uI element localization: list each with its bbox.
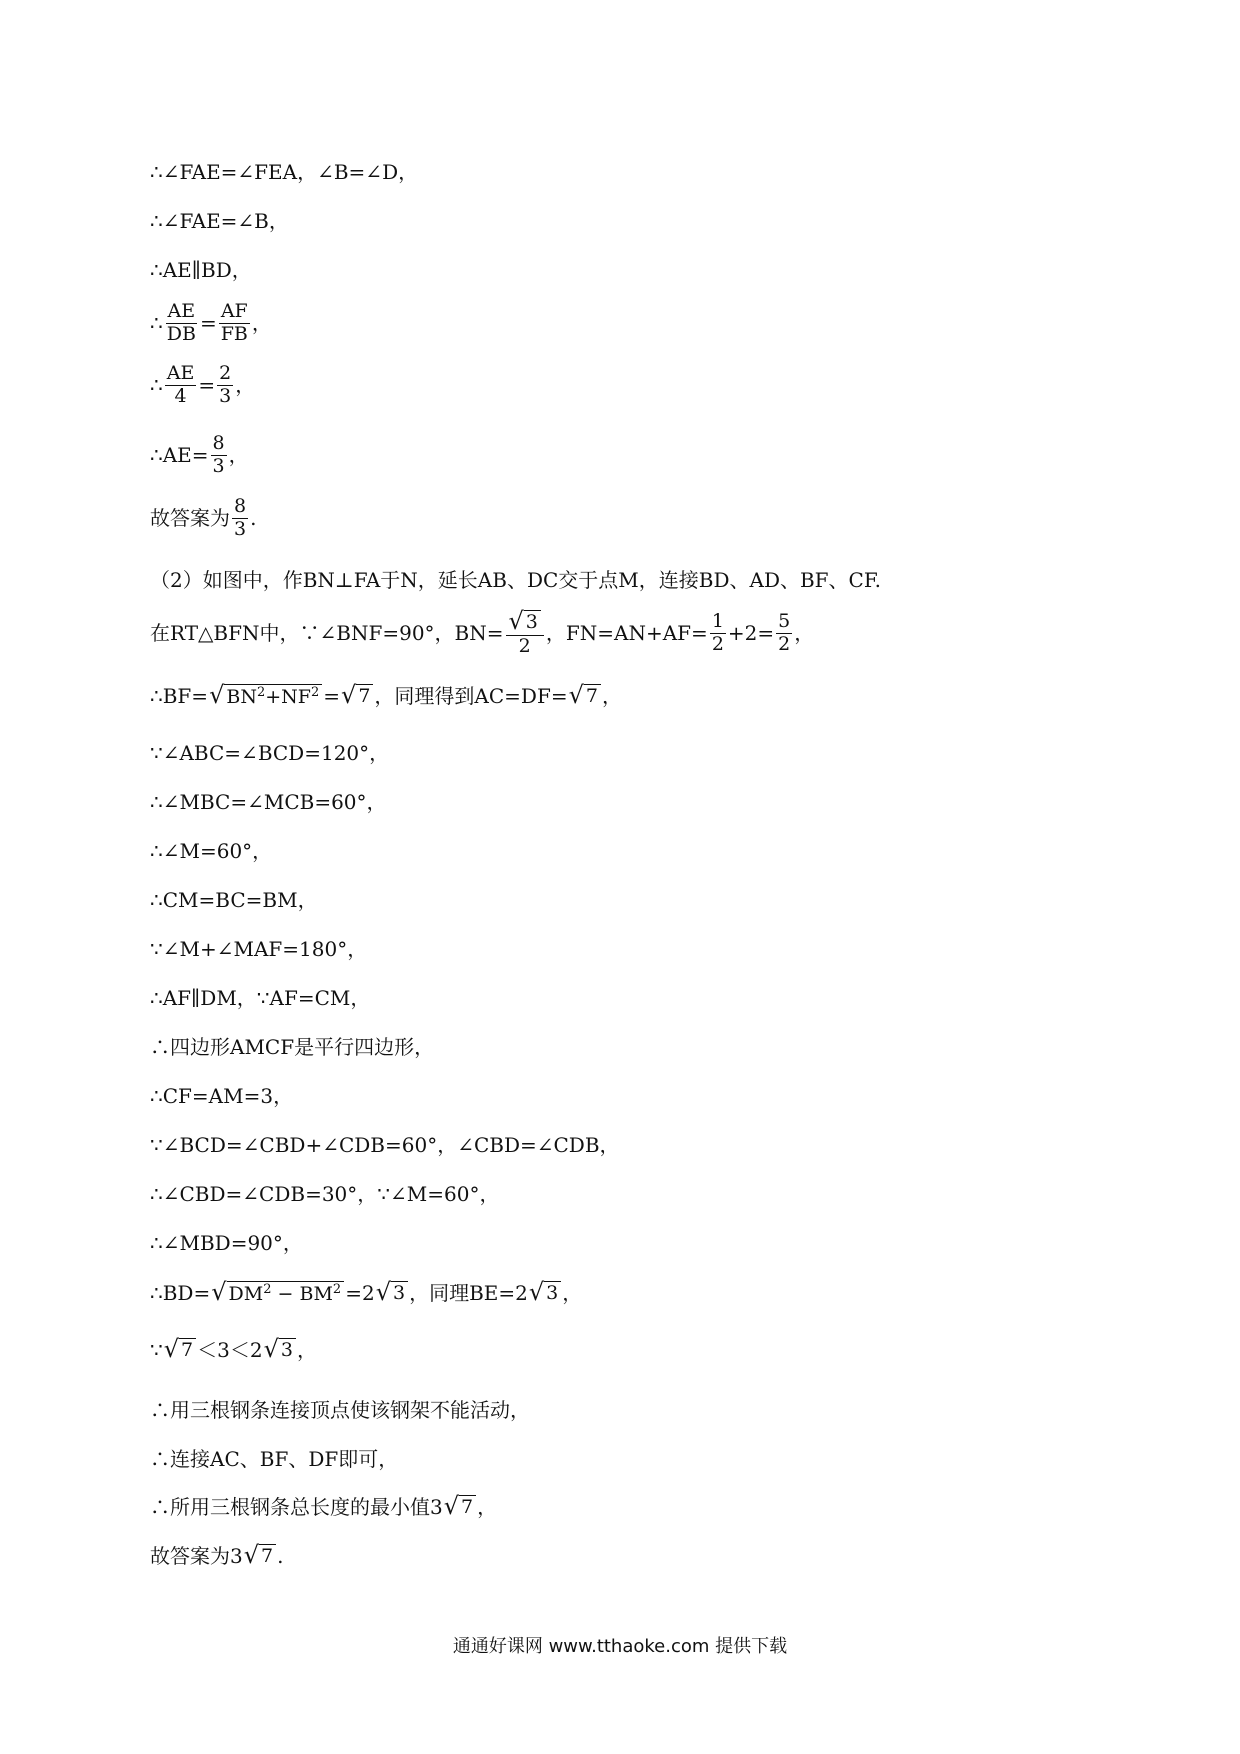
line-18: ∴CF=AM=3，	[150, 1084, 294, 1108]
numerator: 5	[778, 610, 791, 633]
fraction	[710, 612, 726, 655]
sqrt: √ 7	[164, 1338, 196, 1362]
text: ∴	[150, 373, 163, 398]
exponent: 2	[332, 1282, 342, 1297]
radicand	[224, 684, 322, 709]
text: ∴BF=	[150, 684, 209, 709]
sqrt: √ 7	[444, 1495, 476, 1519]
text: ，同理得到AC=DF=	[374, 684, 568, 709]
radicand: 3	[391, 1281, 408, 1305]
sqrt: √ 7	[569, 684, 601, 708]
text: ，	[477, 1495, 498, 1519]
text: ∴AE=	[150, 443, 209, 468]
text: =2	[345, 1281, 375, 1306]
sqrt: √ 3	[376, 1281, 408, 1305]
text: ，	[296, 1338, 317, 1362]
line-11: ∵∠ABC=∠BCD=120°，	[150, 741, 390, 765]
line-27	[150, 1541, 284, 1569]
sqrt: √ 7	[244, 1544, 276, 1568]
line-24: ∴用三根钢条连接顶点使该钢架不能活动，	[150, 1398, 530, 1422]
sqrt: √ $BN^2+NF^2$	[209, 684, 322, 709]
text: 故答案为3	[150, 1544, 243, 1568]
fraction	[165, 302, 198, 345]
term: − BM	[271, 1283, 333, 1305]
denominator: 2	[518, 635, 531, 657]
denominator: 3	[212, 454, 225, 477]
line-22	[150, 1278, 583, 1307]
line-26	[150, 1492, 498, 1520]
line-25: ∴连接AC、BF、DF即可，	[150, 1447, 399, 1471]
text: ∵	[150, 1338, 163, 1362]
text: .	[277, 1544, 284, 1568]
fraction	[165, 364, 197, 407]
fraction	[232, 497, 248, 540]
sqrt: √ 3	[264, 1338, 296, 1362]
line-15: ∵∠M+∠MAF=180°，	[150, 937, 368, 961]
radicand: 7	[356, 684, 373, 708]
text: ∴BD=	[150, 1281, 211, 1306]
numerator: AE	[166, 362, 195, 384]
text: ，	[235, 373, 256, 398]
numerator: AF	[220, 300, 248, 322]
radicand: 3	[524, 610, 541, 634]
line-6	[150, 434, 249, 477]
text: 在RT△BFN中，∵∠BNF=90°，BN=	[150, 621, 504, 646]
text: ＜3＜2	[197, 1338, 263, 1362]
line-17: ∴四边形AMCF是平行四边形，	[150, 1035, 435, 1059]
line-8: （2）如图中，作BN⊥FA于N，延长AB、DC交于点M，连接BD、AD、BF、CF.	[150, 568, 881, 592]
text: ∴	[150, 311, 163, 336]
text: ，	[562, 1281, 583, 1306]
line-5	[150, 364, 255, 407]
text: +2=	[727, 621, 775, 646]
text: ∴所用三根钢条总长度的最小值3	[150, 1495, 443, 1519]
text: =	[323, 684, 341, 709]
line-2: ∴∠FAE=∠B，	[150, 209, 289, 233]
term: DM	[228, 1283, 264, 1305]
text: ，	[251, 311, 272, 336]
radicand: 3	[544, 1281, 561, 1305]
numerator: 2	[219, 362, 232, 384]
sqrt: √ 7	[341, 684, 373, 708]
exponent: 2	[263, 1282, 272, 1297]
numerator: 1	[711, 610, 724, 633]
line-14: ∴CM=BC=BM，	[150, 888, 318, 912]
denominator: 3	[234, 517, 247, 540]
radicand: 7	[584, 684, 601, 708]
text: ，同理BE=2	[409, 1281, 528, 1306]
sqrt: √ 3	[509, 610, 541, 634]
numerator: AE	[167, 300, 196, 322]
sqrt: √ $DM^2 - BM^2$	[211, 1281, 344, 1306]
line-3: ∴AE∥BD，	[150, 258, 252, 282]
fraction	[211, 434, 227, 477]
exponent: 2	[256, 685, 266, 700]
fraction	[219, 302, 250, 345]
fraction	[776, 612, 792, 655]
radicand: 7	[179, 1338, 196, 1362]
term: +NF	[265, 686, 311, 708]
sqrt: √ 3	[529, 1281, 561, 1305]
text: 故答案为	[150, 506, 230, 531]
line-16: ∴AF∥DM，∵AF=CM，	[150, 986, 371, 1010]
line-13: ∴∠M=60°，	[150, 839, 273, 863]
denominator: 4	[174, 384, 187, 407]
line-20: ∴∠CBD=∠CDB=30°，∵∠M=60°，	[150, 1182, 500, 1206]
radicand	[227, 1281, 345, 1306]
text: ，FN=AN+AF=	[545, 621, 708, 646]
numerator: 8	[234, 495, 247, 517]
radicand: 7	[259, 1544, 276, 1568]
text: ，	[228, 443, 249, 468]
text: =	[198, 373, 216, 398]
term: BN	[226, 686, 257, 708]
line-19: ∵∠BCD=∠CBD+∠CDB=60°，∠CBD=∠CDB，	[150, 1133, 620, 1157]
fraction	[217, 364, 233, 407]
text: ，	[794, 621, 815, 646]
denominator: FB	[220, 322, 248, 345]
denominator: 3	[219, 384, 232, 407]
line-7	[150, 497, 256, 540]
line-10	[150, 681, 622, 710]
radicand: 7	[459, 1495, 476, 1519]
line-21: ∴∠MBD=90°，	[150, 1231, 303, 1255]
text: .	[250, 506, 257, 531]
exponent: 2	[310, 685, 320, 700]
numerator: 8	[212, 432, 225, 454]
text: =	[199, 311, 217, 336]
numerator	[506, 607, 544, 636]
line-9	[150, 607, 815, 657]
denominator: 2	[778, 632, 791, 655]
radicand: 3	[279, 1338, 296, 1362]
line-4	[150, 302, 272, 345]
line-1: ∴∠FAE=∠FEA，∠B=∠D，	[150, 160, 419, 184]
denominator: DB	[166, 322, 196, 345]
line-12: ∴∠MBC=∠MCB=60°，	[150, 790, 387, 814]
page-footer: 通通好课网 www.tthaoke.com 提供下载	[452, 1636, 788, 1657]
line-23	[150, 1335, 317, 1363]
text: ，	[601, 684, 622, 709]
denominator: 2	[711, 632, 724, 655]
fraction	[506, 607, 544, 657]
